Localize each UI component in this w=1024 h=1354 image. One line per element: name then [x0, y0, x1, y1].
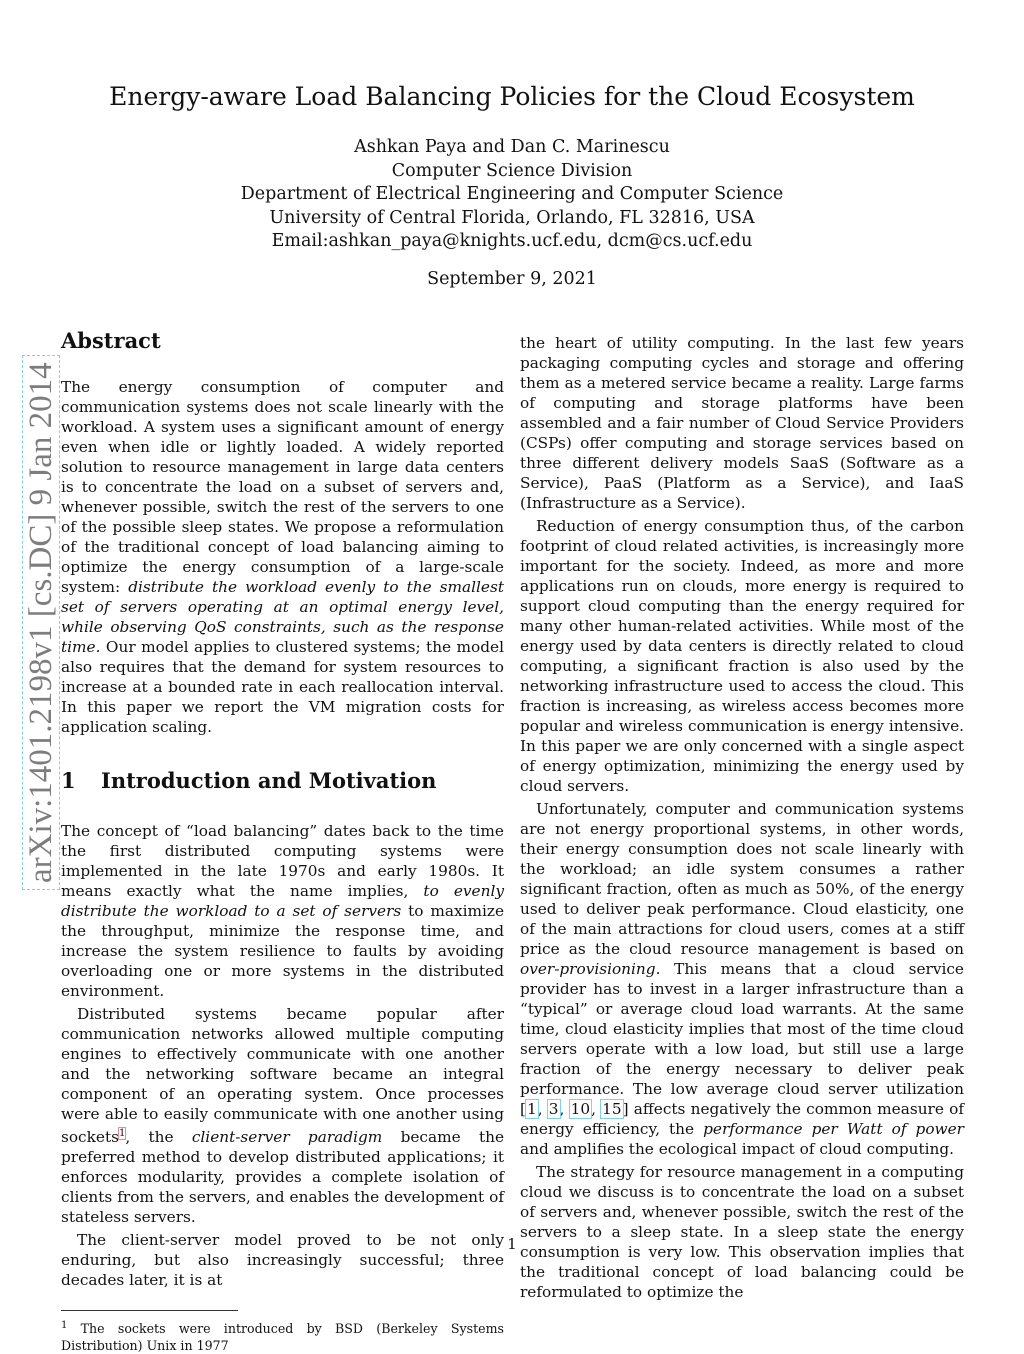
intro-p2-text-c: became the preferred method to develop distributed applications; it enforces modularity, provides a complete isolation of clients from the servers, and enables the development of stateless servers. [61, 1128, 504, 1227]
right-paragraph-2: Reduction of energy consumption thus, of the carbon footprint of cloud related activities, is increasingly more important for the society. Indeed, as more and more applications run on clouds, more energy is required to support cloud computing than the energy required for many other human-related activities. While most of the energy used by data centers is directly related to cloud computing, a significant fraction is also used by the networking infrastructure used to access the cloud. This fraction is increasing, as wireless access becomes more popular and wireless communication is energy intensive. In this paper we are only concerned with a single aspect of energy optimization, minimizing the energy used by cloud servers. [520, 517, 964, 795]
intro-p2-text-b: , the [125, 1128, 174, 1147]
citation-link[interactable]: 3 [548, 1100, 559, 1118]
intro-p1-text-b: to maximize the throughput, minimize the response time, and increase the system resilience to faults by avoiding overloading one or more systems in the distributed environment. [61, 902, 505, 1000]
footnote-marker[interactable]: 1 [118, 1128, 126, 1139]
section-number: 1 [61, 768, 76, 793]
abstract-italic: distribute the workload evenly to the smallest set of servers operating at an optimal energy level, while observing QoS constraints, such as the response time. [61, 578, 504, 656]
citation-link[interactable]: 10 [570, 1100, 591, 1118]
abstract-text-part2: Our model applies to clustered systems; the model also requires that the demand for system resources to increase at a bounded rate in each reallocation interval. In this paper we report the VM migration costs for application scaling. [61, 638, 504, 736]
arxiv-identifier[interactable]: arXiv:1401.2198v1 [cs.DC] 9 Jan 2014 [22, 355, 60, 890]
right-p3-italic-2: performance per Watt of power [703, 1120, 964, 1138]
intro-p1-italic: to evenly distribute the workload to a set of servers [61, 882, 504, 920]
right-paragraph-4: The strategy for resource management in a computing cloud we discuss is to concentrate the load on a subset of servers and, whenever possible, switch the rest of the servers to a sleep state. In a sleep state the energy consumption is very low. This observation implies that the traditional concept of load balancing could be reformulated to optimize the [520, 1163, 964, 1301]
right-paragraph-1: the heart of utility computing. In the last few years packaging computing cycles and storage and offering them as a metered service became a reality. Large farms of computing and storage platforms have been assembled and a fair number of Cloud Service Providers (CSPs) offer computing and storage services based on three different delivery models SaaS (Software as a Service), PaaS (Platform as a Service), and IaaS (Infrastructure as a Service). [520, 334, 964, 512]
intro-paragraph-3: The client-server model proved to be not only enduring, but also increasingly successful; three decades later, it is at [61, 1231, 504, 1290]
author-block [0, 136, 1024, 254]
citation-link[interactable]: 1 [526, 1100, 537, 1118]
paper-title: Energy-aware Load Balancing Policies for the Cloud Ecosystem [109, 82, 915, 111]
abstract-heading: Abstract [61, 328, 161, 353]
section-heading-introduction [61, 768, 504, 793]
footnote-text: The sockets were introduced by BSD (Berkeley Systems Distribution) Unix in 1977 [61, 1321, 504, 1354]
footnote-divider [61, 1310, 238, 1311]
right-column [520, 333, 964, 1302]
citation-link[interactable]: 15 [602, 1100, 622, 1118]
intro-p2-text-a: Distributed systems became popular after communication networks allowed multiple computing engines to effectively communicate with one another and the networking software became an integral component of an operating system. Once processes were able to easily communicate with one another using sockets [61, 1005, 504, 1147]
right-p3-text-a: Unfortunately, computer and communication systems are not energy proportional systems, in other words, their energy consumption does not scale linearly with the workload; an idle system consumes a rather significant fraction, often as much as 50%, of the energy used to deliver peak performance. Cloud elasticity, one of the main attractions for cloud users, comes at a stiff price as the cloud resource management is based on [520, 800, 964, 958]
intro-p1-text-a: The concept of “load balancing” dates back to the time the first distributed computing systems were implemented in the late 1970s and early 1980s. It means exactly what the name implies, [61, 822, 504, 900]
abstract-text-part1: The energy consumption of computer and communication systems does not scale linearly with the workload. A system uses a significant amount of energy even when idle or lightly loaded. A widely reported solution to resource management in large data centers is to concentrate the load on a subset of servers and, whenever possible, switch the rest of the servers to one of the possible sleep states. We propose a reformulation of the traditional concept of load balancing aiming to optimize the energy consumption of a large-scale system: [61, 378, 504, 596]
paper-date: September 9, 2021 [427, 269, 597, 289]
right-p3-italic-1: over-provisioning. [520, 960, 661, 978]
intro-paragraph-1 [61, 821, 504, 1001]
right-p3-text-b: This means that a cloud service provider has to invest in a larger infrastructure than a “typical” or average cloud load warrants. At the same time, cloud elasticity implies that most of the time cloud servers operate with a low load, but still use a large fraction of the energy necessary to deliver peak performance. The low average cloud server utilization [ [520, 960, 964, 1118]
author-names: Ashkan Paya and Dan C. Marinescu [354, 137, 670, 157]
intro-paragraph-2 [61, 1004, 504, 1227]
right-p3-text-d: and amplifies the ecological impact of cloud computing. [520, 1140, 955, 1158]
author-division: Computer Science Division [391, 160, 633, 181]
right-paragraph-3: Unfortunately, computer and communication systems are not energy proportional systems, in other words, their energy consumption does not scale linearly with the workload; an idle system consumes a rather significant fraction, often as much as 50%, of the energy used to deliver peak performance. Cloud elasticity, one of the main attractions for cloud users, comes at a stiff price as the cloud resource management is based on over-provisioning. This means that a cloud service provider has to invest in a larger infrastructure than a “typical” or average cloud load warrants. At the same time, cloud elasticity implies that most of the time cloud servers operate with a low load, but still use a large fraction of the energy necessary to deliver peak performance. The low average cloud server utilization [1, 3, 10, 15] affects negatively the common measure of energy efficiency, the performance per Watt of power and amplifies the ecological impact of cloud computing. [520, 800, 964, 1158]
author-university: University of Central Florida, Orlando, FL 32816, USA [269, 207, 755, 228]
footnote-number: 1 [61, 1320, 68, 1332]
intro-p2-italic: client-server paradigm [191, 1128, 383, 1147]
page-number: 1 [507, 1235, 517, 1253]
author-email[interactable]: Email:ashkan_paya@knights.ucf.edu, dcm@cs.ucf.edu [271, 231, 753, 251]
section-title: Introduction and Motivation [101, 768, 437, 793]
footnote [61, 1317, 504, 1354]
abstract-text [61, 377, 504, 737]
right-p3-text-c: ] affects negatively the common measure of energy efficiency, the [520, 1100, 964, 1138]
author-department: Department of Electrical Engineering and Computer Science [240, 184, 784, 204]
left-column [61, 325, 504, 1354]
